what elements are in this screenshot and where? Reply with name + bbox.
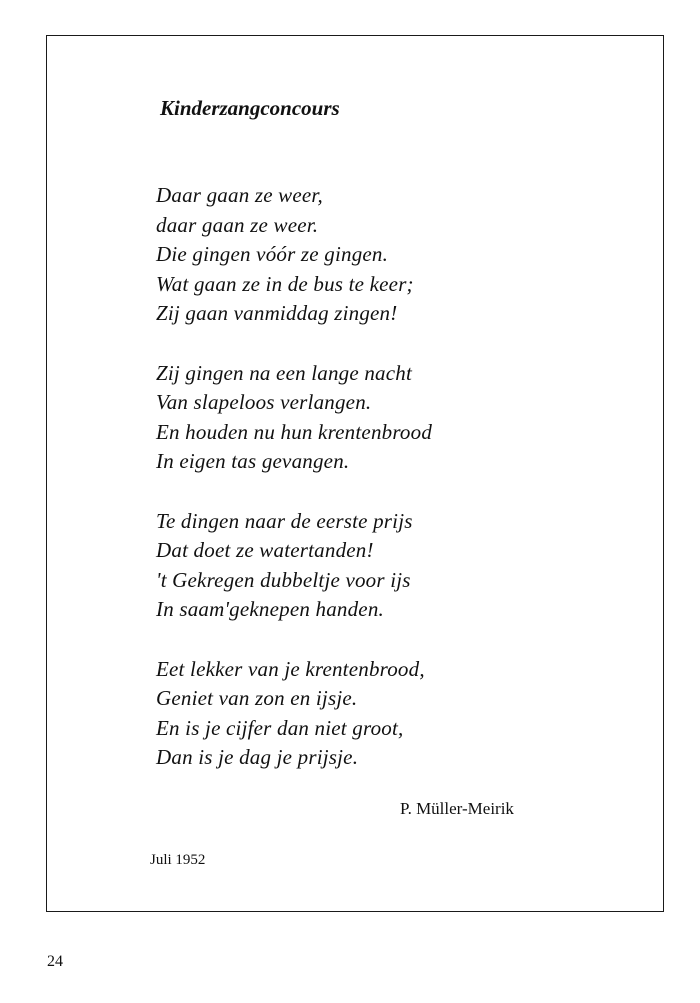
- poem-line: Die gingen vóór ze gingen.: [156, 242, 389, 266]
- poem-line: En houden nu hun krentenbrood: [156, 419, 433, 444]
- poem-line: Te dingen naar de eerste prijs: [156, 508, 413, 533]
- poem-line: Dan is je dag je prijsje.: [156, 745, 359, 769]
- poem-title: Kinderzangconcours: [160, 96, 340, 120]
- poem-line: Eet lekker van je krentenbrood,: [156, 656, 425, 681]
- poem-body: [156, 181, 432, 803]
- poem-author: P. Müller-Meirik: [400, 799, 514, 818]
- poem-line: In eigen tas gevangen.: [156, 449, 350, 473]
- stanza-4: [156, 655, 432, 773]
- page-number: 24: [47, 953, 63, 970]
- poem-line: Wat gaan ze in de bus te keer;: [156, 271, 414, 296]
- poem-line: Dat doet ze watertanden!: [156, 538, 374, 562]
- poem-line: Zij gingen na een lange nacht: [156, 360, 413, 385]
- poem-line: 't Gekregen dubbeltje voor ijs: [156, 567, 411, 592]
- poem-line: In saam'geknepen handen.: [156, 597, 384, 621]
- poem-line: Daar gaan ze weer,: [156, 183, 323, 207]
- poem-line: Zij gaan vanmiddag zingen!: [156, 301, 398, 325]
- stanza-2: [156, 359, 432, 477]
- poem-line: Van slapeloos verlangen.: [156, 390, 372, 414]
- poem-line: Geniet van zon en ijsje.: [156, 686, 358, 710]
- poem-date: Juli 1952: [150, 852, 206, 868]
- stanza-1: [156, 181, 432, 329]
- stanza-3: [156, 507, 432, 625]
- poem-line: daar gaan ze weer.: [156, 212, 319, 237]
- poem-line: En is je cijfer dan niet groot,: [156, 715, 404, 740]
